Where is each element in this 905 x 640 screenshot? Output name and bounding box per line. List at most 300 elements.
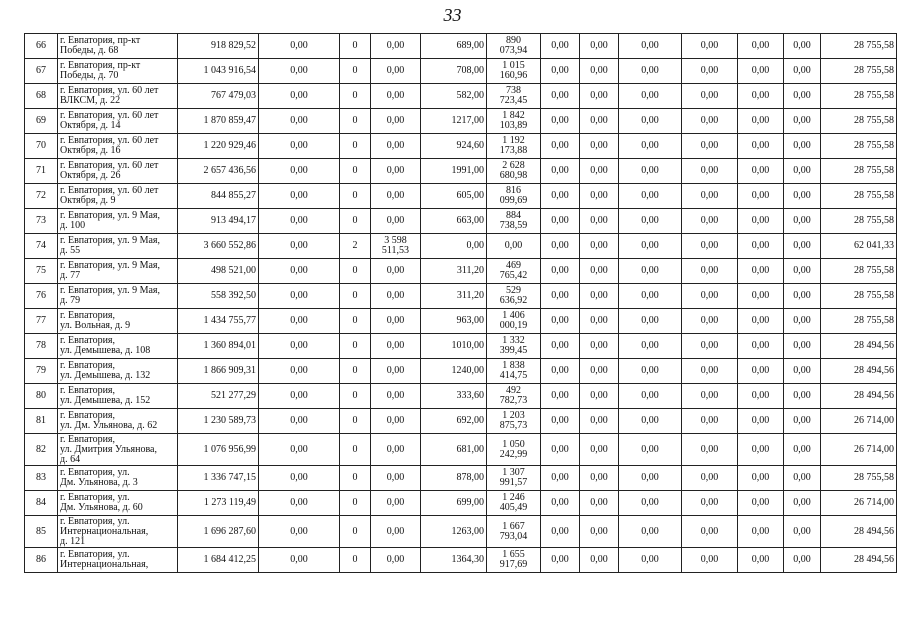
value-cell-line: 1 838 xyxy=(502,360,525,371)
value-cell: 0,00 xyxy=(784,34,821,59)
value-cell: 0,00 xyxy=(738,134,784,159)
value-cell: 0,00 xyxy=(259,109,340,134)
address-cell xyxy=(58,548,178,573)
value-cell: 0,00 xyxy=(619,134,682,159)
value-cell: 0,00 xyxy=(619,184,682,209)
address-cell-line: г. Евпатория, xyxy=(60,335,116,346)
table-row xyxy=(25,109,897,134)
value-cell: 0,00 xyxy=(259,84,340,109)
area-cell: 1263,00 xyxy=(421,516,487,548)
value-cell: 0,00 xyxy=(580,409,619,434)
value-cell: 0,00 xyxy=(580,59,619,84)
count-cell: 0 xyxy=(340,491,371,516)
table-row xyxy=(25,491,897,516)
row-number-cell: 83 xyxy=(25,466,58,491)
total-cell: 28 755,58 xyxy=(821,284,897,309)
address-cell-line: г. Евпатория, ул. 60 лет xyxy=(60,185,159,196)
value-cell: 0,00 xyxy=(371,209,421,234)
value-cell-line: 1 246 xyxy=(502,492,525,503)
value-cell xyxy=(487,109,541,134)
address-cell-line: ВЛКСМ, д. 22 xyxy=(60,95,121,106)
row-number-cell: 75 xyxy=(25,259,58,284)
value-cell: 0,00 xyxy=(371,284,421,309)
value-cell: 0,00 xyxy=(541,234,580,259)
value-cell-line: 738,59 xyxy=(499,220,528,231)
count-cell: 0 xyxy=(340,109,371,134)
value-cell: 0,00 xyxy=(371,134,421,159)
value-cell: 0,00 xyxy=(682,284,738,309)
value-cell: 0,00 xyxy=(682,434,738,466)
value-cell: 0,00 xyxy=(541,134,580,159)
row-number-cell: 86 xyxy=(25,548,58,573)
value-cell: 0,00 xyxy=(580,259,619,284)
amount-cell: 913 494,17 xyxy=(178,209,259,234)
area-cell: 582,00 xyxy=(421,84,487,109)
address-cell-line: д. 64 xyxy=(60,453,81,465)
amount-cell: 1 360 894,01 xyxy=(178,334,259,359)
value-cell: 0,00 xyxy=(682,259,738,284)
address-cell-line: Дм. Ульянова, д. 60 xyxy=(60,502,143,513)
value-cell: 0,00 xyxy=(371,516,421,548)
value-cell: 0,00 xyxy=(371,434,421,466)
value-cell: 0,00 xyxy=(738,466,784,491)
value-cell xyxy=(487,516,541,548)
value-cell-line: 242,99 xyxy=(499,448,528,460)
area-cell: 1991,00 xyxy=(421,159,487,184)
value-cell: 0,00 xyxy=(619,259,682,284)
value-cell: 0,00 xyxy=(682,159,738,184)
area-cell: 605,00 xyxy=(421,184,487,209)
value-cell: 0,00 xyxy=(682,548,738,573)
value-cell-line: 3 598 xyxy=(384,235,407,246)
table-row xyxy=(25,284,897,309)
address-cell-line: д. 55 xyxy=(60,245,81,256)
value-cell xyxy=(487,84,541,109)
address-cell-line: Победы, д. 70 xyxy=(60,70,119,81)
table-row xyxy=(25,434,897,466)
table-row xyxy=(25,516,897,548)
row-number-cell: 81 xyxy=(25,409,58,434)
amount-cell: 558 392,50 xyxy=(178,284,259,309)
value-cell: 0,00 xyxy=(738,184,784,209)
area-cell: 681,00 xyxy=(421,434,487,466)
value-cell: 0,00 xyxy=(580,309,619,334)
table-body xyxy=(25,34,897,573)
value-cell: 0,00 xyxy=(541,34,580,59)
address-cell xyxy=(58,209,178,234)
value-cell-line: 1 667 xyxy=(502,520,525,532)
address-cell-line: г. Евпатория, ул. xyxy=(60,467,130,478)
area-cell: 689,00 xyxy=(421,34,487,59)
value-cell: 0,00 xyxy=(259,259,340,284)
address-cell xyxy=(58,234,178,259)
value-cell: 0,00 xyxy=(371,384,421,409)
page-number: 33 xyxy=(443,5,462,25)
address-cell-line: г. Евпатория, ул. xyxy=(60,549,130,560)
table-row xyxy=(25,259,897,284)
value-cell: 0,00 xyxy=(541,466,580,491)
address-cell xyxy=(58,284,178,309)
value-cell: 0,00 xyxy=(738,159,784,184)
count-cell: 0 xyxy=(340,359,371,384)
value-cell xyxy=(487,259,541,284)
table-row xyxy=(25,159,897,184)
row-number-cell: 76 xyxy=(25,284,58,309)
address-cell-line: г. Евпатория, ул. xyxy=(60,515,130,527)
address-cell xyxy=(58,134,178,159)
value-cell: 0,00 xyxy=(682,384,738,409)
value-cell: 0,00 xyxy=(682,491,738,516)
value-cell: 0,00 xyxy=(784,159,821,184)
address-cell-line: г. Евпатория, ул. 60 лет xyxy=(60,110,159,121)
total-cell: 28 755,58 xyxy=(821,34,897,59)
total-cell: 28 755,58 xyxy=(821,184,897,209)
value-cell: 0,00 xyxy=(259,466,340,491)
value-cell: 0,00 xyxy=(580,434,619,466)
amount-cell: 918 829,52 xyxy=(178,34,259,59)
value-cell: 0,00 xyxy=(580,184,619,209)
value-cell-line: 160,96 xyxy=(499,70,528,81)
total-cell: 28 755,58 xyxy=(821,259,897,284)
value-cell: 0,00 xyxy=(541,109,580,134)
row-number-cell: 70 xyxy=(25,134,58,159)
value-cell: 0,00 xyxy=(619,209,682,234)
total-cell: 28 494,56 xyxy=(821,548,897,573)
value-cell: 0,00 xyxy=(738,59,784,84)
row-number-cell: 66 xyxy=(25,34,58,59)
count-cell: 0 xyxy=(340,209,371,234)
value-cell: 0,00 xyxy=(580,134,619,159)
area-cell: 1010,00 xyxy=(421,334,487,359)
value-cell: 0,00 xyxy=(682,334,738,359)
value-cell: 0,00 xyxy=(259,334,340,359)
value-cell-line: 1 307 xyxy=(502,467,525,478)
address-cell xyxy=(58,491,178,516)
address-cell-line: ул. Демышева, д. 108 xyxy=(60,345,151,356)
address-cell-line: г. Евпатория, xyxy=(60,410,116,421)
area-cell: 311,20 xyxy=(421,284,487,309)
count-cell: 2 xyxy=(340,234,371,259)
amount-cell: 1 076 956,99 xyxy=(178,434,259,466)
address-cell xyxy=(58,184,178,209)
value-cell: 0,00 xyxy=(784,434,821,466)
address-cell-line: Интернациональная, xyxy=(60,559,149,570)
total-cell: 28 494,56 xyxy=(821,334,897,359)
register-table xyxy=(24,33,897,573)
row-number-cell: 80 xyxy=(25,384,58,409)
row-number-cell: 82 xyxy=(25,434,58,466)
address-cell xyxy=(58,59,178,84)
total-cell: 28 755,58 xyxy=(821,109,897,134)
value-cell xyxy=(487,184,541,209)
amount-cell: 498 521,00 xyxy=(178,259,259,284)
value-cell: 0,00 xyxy=(580,466,619,491)
value-cell: 0,00 xyxy=(259,309,340,334)
value-cell: 0,00 xyxy=(259,59,340,84)
amount-cell: 521 277,29 xyxy=(178,384,259,409)
address-cell-line: г. Евпатория, ул. 9 Мая, xyxy=(60,260,161,271)
area-cell: 311,20 xyxy=(421,259,487,284)
value-cell: 0,00 xyxy=(682,359,738,384)
amount-cell: 1 866 909,31 xyxy=(178,359,259,384)
value-cell: 0,00 xyxy=(738,309,784,334)
count-cell: 0 xyxy=(340,134,371,159)
total-cell: 26 714,00 xyxy=(821,409,897,434)
value-cell: 0,00 xyxy=(738,84,784,109)
value-cell: 0,00 xyxy=(784,491,821,516)
address-cell-line: Октября, д. 26 xyxy=(60,170,121,181)
value-cell: 0,00 xyxy=(738,234,784,259)
value-cell: 0,00 xyxy=(738,334,784,359)
value-cell: 0,00 xyxy=(738,284,784,309)
address-cell-line: г. Евпатория, пр-кт xyxy=(60,60,141,71)
value-cell: 0,00 xyxy=(371,109,421,134)
value-cell: 0,00 xyxy=(784,209,821,234)
count-cell: 0 xyxy=(340,284,371,309)
area-cell: 924,60 xyxy=(421,134,487,159)
value-cell: 0,00 xyxy=(784,259,821,284)
table-row xyxy=(25,84,897,109)
value-cell: 0,00 xyxy=(259,491,340,516)
address-cell-line: г. Евпатория, ул. xyxy=(60,492,130,503)
value-cell xyxy=(487,34,541,59)
value-cell-line: 636,92 xyxy=(499,295,528,306)
count-cell: 0 xyxy=(340,409,371,434)
value-cell xyxy=(487,309,541,334)
value-cell xyxy=(487,334,541,359)
value-cell: 0,00 xyxy=(784,359,821,384)
value-cell: 0,00 xyxy=(580,334,619,359)
value-cell: 0,00 xyxy=(541,434,580,466)
total-cell: 26 714,00 xyxy=(821,434,897,466)
value-cell: 0,00 xyxy=(784,134,821,159)
amount-cell: 1 230 589,73 xyxy=(178,409,259,434)
value-cell: 0,00 xyxy=(580,209,619,234)
value-cell: 0,00 xyxy=(580,384,619,409)
value-cell-line: 1 192 xyxy=(502,135,525,146)
count-cell: 0 xyxy=(340,334,371,359)
table-row xyxy=(25,466,897,491)
table-row xyxy=(25,409,897,434)
value-cell: 0,00 xyxy=(682,59,738,84)
value-cell: 0,00 xyxy=(580,284,619,309)
value-cell-line: 738 xyxy=(506,85,521,96)
address-cell-line: г. Евпатория, пр-кт xyxy=(60,35,141,46)
value-cell: 0,00 xyxy=(784,109,821,134)
value-cell: 0,00 xyxy=(259,359,340,384)
value-cell: 0,00 xyxy=(371,359,421,384)
value-cell: 0,00 xyxy=(784,548,821,573)
value-cell-line: 991,57 xyxy=(499,477,528,488)
value-cell: 0,00 xyxy=(541,384,580,409)
table-row xyxy=(25,34,897,59)
value-cell-line: 103,89 xyxy=(499,120,528,131)
value-cell: 0,00 xyxy=(541,548,580,573)
value-cell: 0,00 xyxy=(259,548,340,573)
value-cell: 0,00 xyxy=(738,491,784,516)
address-cell xyxy=(58,309,178,334)
area-cell: 699,00 xyxy=(421,491,487,516)
amount-cell: 1 434 755,77 xyxy=(178,309,259,334)
amount-cell: 1 684 412,25 xyxy=(178,548,259,573)
value-cell: 0,00 xyxy=(580,234,619,259)
value-cell-line: 405,49 xyxy=(499,502,528,513)
address-cell-line: г. Евпатория, ул. 9 Мая, xyxy=(60,285,161,296)
value-cell-line: 492 xyxy=(506,385,521,396)
value-cell: 0,00 xyxy=(682,234,738,259)
row-number-cell: 85 xyxy=(25,516,58,548)
value-cell: 0,00 xyxy=(738,359,784,384)
value-cell: 0,00 xyxy=(784,516,821,548)
row-number-cell: 73 xyxy=(25,209,58,234)
area-cell: 692,00 xyxy=(421,409,487,434)
total-cell: 62 041,33 xyxy=(821,234,897,259)
row-number-cell: 72 xyxy=(25,184,58,209)
value-cell: 0,00 xyxy=(259,159,340,184)
value-cell: 0,00 xyxy=(371,409,421,434)
value-cell xyxy=(487,159,541,184)
value-cell: 0,00 xyxy=(259,434,340,466)
value-cell: 0,00 xyxy=(784,334,821,359)
value-cell: 0,00 xyxy=(738,34,784,59)
address-cell-line: Интернациональная, xyxy=(60,525,149,537)
value-cell: 0,00 xyxy=(738,548,784,573)
value-cell: 0,00 xyxy=(784,466,821,491)
address-cell xyxy=(58,334,178,359)
value-cell: 0,00 xyxy=(541,309,580,334)
value-cell: 0,00 xyxy=(580,359,619,384)
address-cell-line: Октября, д. 16 xyxy=(60,145,121,156)
value-cell-line: 1 332 xyxy=(502,335,525,346)
value-cell: 0,00 xyxy=(784,284,821,309)
total-cell: 28 494,56 xyxy=(821,384,897,409)
value-cell: 0,00 xyxy=(619,434,682,466)
value-cell xyxy=(487,434,541,466)
value-cell: 0,00 xyxy=(738,109,784,134)
value-cell: 0,00 xyxy=(682,184,738,209)
amount-cell: 844 855,27 xyxy=(178,184,259,209)
value-cell: 0,00 xyxy=(619,234,682,259)
value-cell: 0,00 xyxy=(259,34,340,59)
value-cell: 0,00 xyxy=(371,34,421,59)
count-cell: 0 xyxy=(340,159,371,184)
value-cell-line: 917,69 xyxy=(499,559,528,570)
value-cell: 0,00 xyxy=(371,466,421,491)
amount-cell: 1 336 747,15 xyxy=(178,466,259,491)
value-cell: 0,00 xyxy=(784,184,821,209)
value-cell xyxy=(487,209,541,234)
value-cell: 0,00 xyxy=(784,84,821,109)
area-cell: 663,00 xyxy=(421,209,487,234)
value-cell xyxy=(487,409,541,434)
total-cell: 28 755,58 xyxy=(821,309,897,334)
area-cell: 878,00 xyxy=(421,466,487,491)
amount-cell: 1 043 916,54 xyxy=(178,59,259,84)
address-cell xyxy=(58,359,178,384)
total-cell: 28 755,58 xyxy=(821,466,897,491)
value-cell-line: 000,19 xyxy=(499,320,528,331)
value-cell: 0,00 xyxy=(371,309,421,334)
address-cell-line: Победы, д. 68 xyxy=(60,45,119,56)
value-cell: 0,00 xyxy=(619,84,682,109)
value-cell: 0,00 xyxy=(259,234,340,259)
value-cell: 0,00 xyxy=(784,384,821,409)
address-cell-line: г. Евпатория, xyxy=(60,360,116,371)
value-cell: 0,00 xyxy=(371,259,421,284)
value-cell: 0,00 xyxy=(371,159,421,184)
count-cell: 0 xyxy=(340,259,371,284)
table-row xyxy=(25,384,897,409)
value-cell: 0,00 xyxy=(619,284,682,309)
total-cell: 28 494,56 xyxy=(821,516,897,548)
area-cell: 708,00 xyxy=(421,59,487,84)
value-cell-line: 399,45 xyxy=(499,345,528,356)
value-cell: 0,00 xyxy=(619,359,682,384)
address-cell-line: Октября, д. 9 xyxy=(60,195,116,206)
address-cell-line: г. Евпатория, ул. 60 лет xyxy=(60,85,159,96)
value-cell-line: 099,69 xyxy=(499,195,528,206)
table-row xyxy=(25,334,897,359)
value-cell: 0,00 xyxy=(784,409,821,434)
value-cell: 0,00 xyxy=(371,59,421,84)
value-cell: 0,00 xyxy=(259,516,340,548)
value-cell: 0,00 xyxy=(541,516,580,548)
value-cell: 0,00 xyxy=(619,309,682,334)
value-cell xyxy=(487,491,541,516)
amount-cell: 3 660 552,86 xyxy=(178,234,259,259)
value-cell: 0,00 xyxy=(259,184,340,209)
value-cell: 0,00 xyxy=(371,548,421,573)
total-cell: 28 755,58 xyxy=(821,134,897,159)
row-number-cell: 84 xyxy=(25,491,58,516)
value-cell: 0,00 xyxy=(580,159,619,184)
amount-cell: 1 696 287,60 xyxy=(178,516,259,548)
value-cell: 0,00 xyxy=(541,59,580,84)
value-cell: 0,00 xyxy=(738,209,784,234)
address-cell-line: г. Евпатория, xyxy=(60,433,116,445)
address-cell-line: ул. Демышева, д. 152 xyxy=(60,395,151,406)
table-row xyxy=(25,234,897,259)
value-cell: 0,00 xyxy=(541,491,580,516)
address-cell-line: ул. Дмитрия Ульянова, xyxy=(60,443,157,455)
address-cell-line: ул. Вольная, д. 9 xyxy=(60,320,131,331)
address-cell xyxy=(58,34,178,59)
value-cell: 0,00 xyxy=(682,466,738,491)
value-cell xyxy=(487,384,541,409)
address-cell-line: Дм. Ульянова, д. 3 xyxy=(60,477,138,488)
value-cell: 0,00 xyxy=(541,334,580,359)
row-number-cell: 67 xyxy=(25,59,58,84)
value-cell: 0,00 xyxy=(738,516,784,548)
address-cell-line: Октября, д. 14 xyxy=(60,120,121,131)
value-cell: 0,00 xyxy=(371,491,421,516)
row-number-cell: 69 xyxy=(25,109,58,134)
count-cell: 0 xyxy=(340,34,371,59)
table-row xyxy=(25,209,897,234)
value-cell-line: 680,98 xyxy=(499,170,528,181)
value-cell: 0,00 xyxy=(371,84,421,109)
area-cell: 0,00 xyxy=(421,234,487,259)
value-cell: 0,00 xyxy=(259,384,340,409)
address-cell-line: г. Евпатория, ул. 9 Мая, xyxy=(60,210,161,221)
address-cell-line: г. Евпатория, xyxy=(60,310,116,321)
address-cell xyxy=(58,109,178,134)
address-cell xyxy=(58,516,178,548)
address-cell xyxy=(58,434,178,466)
value-cell-line: 816 xyxy=(506,185,521,196)
total-cell: 28 755,58 xyxy=(821,209,897,234)
amount-cell: 2 657 436,56 xyxy=(178,159,259,184)
